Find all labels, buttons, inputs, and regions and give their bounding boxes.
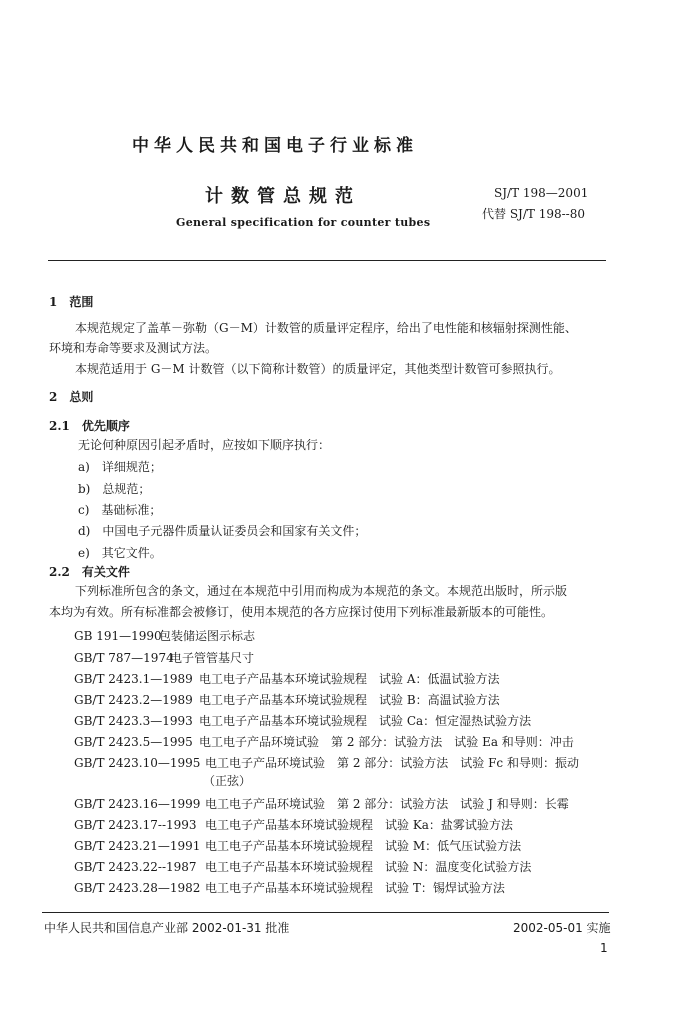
reference-row [74,754,579,771]
reference-title: 电工电子产品基本环境试验规程 试验 M：低气压试验方法 [205,839,522,853]
reference-row [74,670,499,687]
reference-code: GB/T 2423.5—1995 [74,735,193,749]
approval-line: 中华人民共和国信息产业部 2002-01-31 批准 [44,921,290,935]
document-title-english: General specification for counter tubes [176,216,431,229]
reference-code: GB/T 2423.21—1991 [74,839,201,853]
section-1-para1-line2: 环境和寿命等要求及测试方法。 [49,341,218,355]
section-2-2-para-line1: 下列标准所包含的条文，通过在本规范中引用而构成为本规范的条文。本规范出版时，所示版 [75,584,568,598]
priority-item: d) 中国电子元器件质量认证委员会和国家有关文件； [78,524,367,538]
header-divider [48,260,606,261]
reference-title: 电工电子产品环境试验 第 2 部分：试验方法 试验 Ea 和导则：冲击 [199,735,574,749]
reference-code: GB/T 2423.17--1993 [74,818,197,832]
reference-code: GB/T 2423.28—1982 [74,881,201,895]
section-2-heading: 2 总则 [49,390,94,404]
reference-row [74,733,574,750]
section-2-1-heading: 2.1 优先顺序 [49,419,130,433]
section-1-para2: 本规范适用于 G－M 计数管（以下简称计数管）的质量评定，其他类型计数管可参照执行。 [75,362,561,376]
reference-title: 电工电子产品基本环境试验规程 试验 T：锡焊试验方法 [205,881,505,895]
reference-row [74,712,531,729]
reference-row [74,879,505,896]
reference-title: 电工电子产品基本环境试验规程 试验 N：温度变化试验方法 [205,860,532,874]
reference-row [74,795,569,812]
reference-title: 电工电子产品环境试验 第 2 部分：试验方法 试验 Fc 和导则：振动 [205,756,579,770]
standard-code: SJ/T 198—2001 [494,186,589,200]
reference-code: GB/T 2423.16—1999 [74,797,201,811]
reference-code: GB/T 2423.10—1995 [74,756,201,770]
priority-item: b) 总规范； [78,482,151,496]
reference-row [74,858,531,875]
section-1-heading: 1 范围 [49,295,94,309]
implementation-date: 2002-05-01 实施 [513,921,611,935]
footer-divider [42,912,609,913]
reference-code: GB/T 2423.1—1989 [74,672,193,686]
reference-code: GB/T 2423.22--1987 [74,860,197,874]
reference-title: 电工电子产品基本环境试验规程 试验 Ca：恒定湿热试验方法 [199,714,532,728]
reference-code: GB/T 2423.2—1989 [74,693,193,707]
reference-title: 电工电子产品基本环境试验规程 试验 Ka：盐雾试验方法 [205,818,513,832]
org-title: 中华人民共和国电子行业标准 [132,136,418,156]
section-2-1-intro: 无论何种原因引起矛盾时，应按如下顺序执行： [78,438,331,452]
priority-item: c) 基础标准； [78,503,162,517]
reference-title: 包装储运图示标志 [159,629,256,643]
reference-title: 电工电子产品基本环境试验规程 试验 A：低温试验方法 [199,672,500,686]
reference-code: GB/T 787—1974 [74,651,174,665]
priority-item: e) 其它文件。 [78,546,162,560]
document-title: 计数管总规范 [205,186,361,207]
reference-row [74,691,500,708]
section-1-para1-line1: 本规范规定了盖革－弥勒（G－M）计数管的质量评定程序，给出了电性能和核辐射探测性能、 [75,321,577,335]
replaces-standard: 代替 SJ/T 198--80 [482,207,585,221]
reference-title: 电工电子产品环境试验 第 2 部分：试验方法 试验 J 和导则：长霉 [205,797,569,811]
reference-title: 电子管管基尺寸 [170,651,255,665]
page-number: 1 [600,941,608,955]
reference-row [74,627,255,644]
reference-code: GB/T 2423.3—1993 [74,714,193,728]
reference-title: 电工电子产品基本环境试验规程 试验 B：高温试验方法 [199,693,500,707]
section-2-2-heading: 2.2 有关文件 [49,565,130,579]
reference-row [74,649,254,666]
reference-code: GB 191—1990 [74,629,162,643]
reference-row [74,837,521,854]
priority-item: a) 详细规范； [78,460,162,474]
reference-title-continued: （正弦） [203,774,252,788]
reference-row [74,816,513,833]
section-2-2-para-line2: 本均为有效。所有标准都会被修订，使用本规范的各方应探讨使用下列标准最新版本的可能性。 [49,605,554,619]
